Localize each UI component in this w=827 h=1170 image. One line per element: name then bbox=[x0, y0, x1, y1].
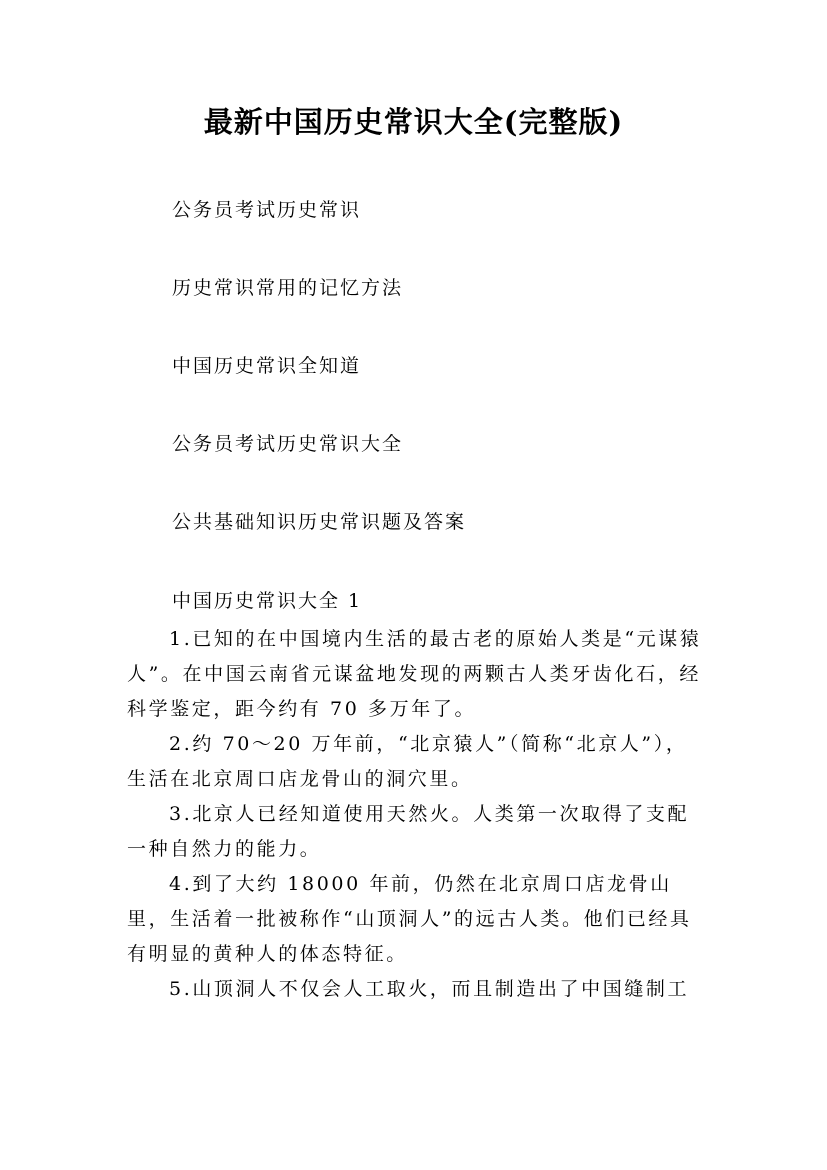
related-topic-item: 历史常识常用的记忆方法 bbox=[172, 277, 404, 299]
paragraph: 2.约 70～20 万年前，“北京猿人”（简称“北京人”），生活在北京周口店龙骨山的洞穴里。 bbox=[127, 733, 688, 790]
paragraph: 3.北京人已经知道使用天然火。人类第一次取得了支配一种自然力的能力。 bbox=[127, 803, 690, 860]
paragraph: 1.已知的在中国境内生活的最古老的原始人类是“元谋猿人”。在中国云南省元谋盆地发现的两颗古人类牙齿化石，经科学鉴定，距今约有 70 多万年了。 bbox=[127, 628, 702, 720]
body-text bbox=[127, 622, 707, 1007]
related-topic-item: 公务员考试历史常识 bbox=[172, 199, 362, 221]
paragraph: 5.山顶洞人不仅会人工取火，而且制造出了中国缝制工 bbox=[169, 978, 690, 1000]
related-topics-list bbox=[172, 197, 732, 587]
related-topic-item: 公共基础知识历史常识题及答案 bbox=[172, 511, 467, 533]
paragraph: 4.到了大约 18000 年前，仍然在北京周口店龙骨山里，生活着一批被称作“山顶洞人”的远古人类。他们已经具有明显的黄种人的体态特征。 bbox=[127, 873, 692, 965]
related-topic-item: 公务员考试历史常识大全 bbox=[172, 433, 404, 455]
related-topic-item: 中国历史常识全知道 bbox=[172, 355, 362, 377]
document-title: 最新中国历史常识大全(完整版) bbox=[203, 105, 624, 139]
section-heading: 中国历史常识大全 1 bbox=[172, 590, 363, 612]
